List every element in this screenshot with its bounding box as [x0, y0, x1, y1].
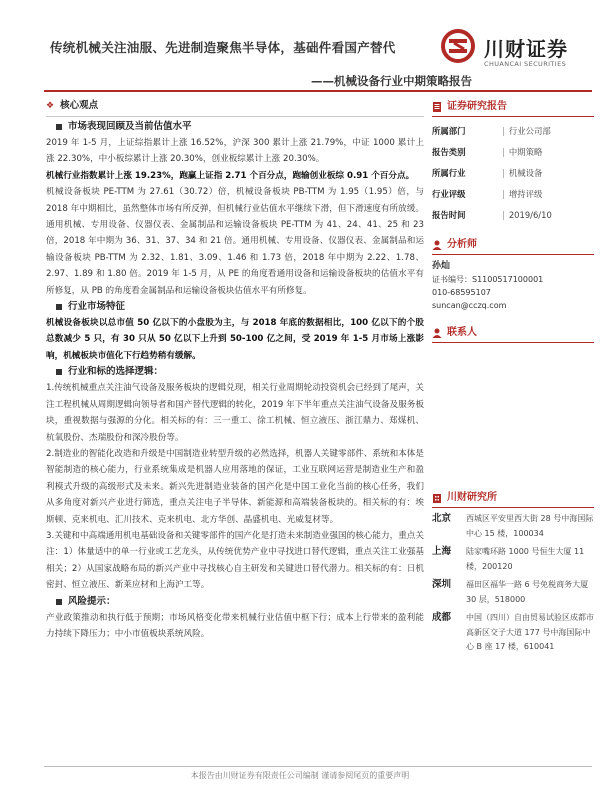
person-icon	[432, 328, 442, 338]
diamond-icon: ❖	[46, 101, 55, 111]
square-bullet-icon	[56, 369, 62, 375]
square-bullet-icon	[56, 599, 62, 605]
info-row: 报告类别 | 中期策略	[432, 142, 594, 163]
square-bullet-icon	[56, 304, 62, 310]
person-icon	[432, 240, 442, 250]
info-value: 增持评级	[508, 189, 543, 199]
core-heading-label: 核心观点	[60, 100, 99, 111]
document-icon	[432, 102, 442, 112]
divider	[432, 507, 594, 508]
paragraph: 3.关键和中高端通用机电基础设备和关键零部件的国产化是打造未来制造业强国的核心能力，重点关注：1）体量适中的单一行业或工艺龙头，从传统优势产业中寻找进口替代逻辑，重点关注工业强基相关；2）从国家战略布局的新兴产业中寻找核心自主研发和关键进口替代潜力。相关标的有：日机密封、恒立液压、新莱应材和上海沪工等。	[46, 530, 424, 591]
paragraph: 1.传统机械重点关注油气设备及服务板块的逻辑兑现，相关行业周期轮动投资机会已经到了尾声，关注工程机械从周期逻辑向领导者和国产替代逻辑的转化，2019 年下半年重点关注油气设备及服务板块，重视数据与强源的分化。相关标的有：三一重工、徐工机械、恒立液压、浙江鼎力、郑煤机、杭氧股份、杰瑞股份和深冷股份等。	[46, 383, 424, 443]
core-heading	[46, 98, 424, 117]
address-city: 上海	[432, 546, 452, 557]
address-block	[432, 611, 594, 655]
analyst-name-text: 孙灿	[432, 261, 451, 271]
divider	[432, 116, 594, 117]
address-city: 北京	[432, 513, 452, 524]
footer-text: 本报告由川财证券有限责任公司编制 谨请参阅尾页的重要声明	[190, 771, 410, 780]
section-heading	[46, 299, 424, 315]
info-value: 行业公司部	[508, 126, 551, 136]
analyst-heading	[432, 236, 594, 254]
institute-heading-label: 川财研究所	[447, 492, 497, 503]
square-bullet-icon	[56, 124, 62, 130]
divider	[432, 254, 594, 255]
report-info-heading	[432, 98, 594, 116]
logo-text-cn: 川财证券	[484, 37, 568, 61]
analyst-name	[432, 259, 594, 273]
analyst-phone: 010-68595107	[432, 288, 491, 297]
paragraph: 2019 年 1-5 月，上证综指累计上涨 16.52%，沪深 300 累计上涨 21.79%，中证 1000 累计上涨 22.30%，中小板综累计上涨 20.30%，创业板综累计上涨 20.30%。	[46, 138, 424, 165]
report-subtitle: ——机械设备行业中期策略报告	[311, 74, 472, 88]
address-block	[432, 512, 594, 541]
footer-rule	[44, 766, 592, 767]
paragraph-bold: 机械设备板块以总市值 50 亿以下的小盘股为主，与 2018 年底的数据相比，100 亿以下的个股总数减少 5 只，有 30 只从 50 亿以下上升到 50-100 亿之间，受 2019 年 1-5 月市场上涨影响，机械板块市值化下行趋势稍有缓解。	[46, 318, 424, 361]
header-rule	[44, 90, 592, 92]
section-heading	[46, 594, 424, 610]
info-row: 所属行业 | 机械设备	[432, 163, 594, 184]
address-text: 陆家嘴环路 1000 号恒生大厦 11 楼，200120	[466, 547, 585, 571]
info-key: 所属部门	[432, 126, 466, 136]
info-value: 中期策略	[508, 147, 543, 157]
info-key: 报告类别	[432, 147, 466, 157]
paragraph: 产业政策推动和执行低于预期；市场风格变化带来机械行业估值中枢下行；成本上行带来的盈利能力持续下降压力；中小市值板块系统风险。	[46, 612, 424, 639]
section-heading	[46, 364, 424, 380]
paragraph-bold: 机械行业指数累计上涨 19.23%，跑赢上证指 2.71 个百分点，跑输创业板综 0.91 个百分点。	[46, 170, 415, 181]
address-text: 福田区福华一路 6 号免税商务大厦 30 层，518000	[466, 580, 589, 604]
info-value: 机械设备	[508, 168, 543, 178]
info-row: 报告时间 | 2019/6/10	[432, 205, 594, 226]
building-icon	[432, 493, 442, 503]
section-heading-label: 市场表现回顾及当前估值水平	[68, 121, 192, 132]
info-row: 所属部门 | 行业公司部	[432, 121, 594, 142]
contact-heading	[432, 324, 594, 342]
main-content	[46, 98, 424, 642]
analyst-cert: 证书编号：S1100517100001	[432, 275, 544, 284]
address-text: 西城区平安里西大街 28 号中海国际中心 15 楼，100034	[466, 514, 594, 538]
info-key: 报告时间	[432, 210, 466, 220]
report-title: 传统机械关注油服、先进制造聚焦半导体，基础件看国产替代	[50, 40, 396, 55]
section-heading-label: 行业和标的选择逻辑：	[68, 366, 164, 378]
info-key: 行业评级	[432, 189, 466, 199]
address-city: 深圳	[432, 579, 452, 590]
divider	[432, 342, 594, 343]
section-heading	[46, 119, 424, 135]
address-block	[432, 578, 594, 607]
contact-heading-label: 联系人	[447, 327, 477, 338]
address-block	[432, 545, 594, 574]
logo-text-en: CHUANCAI SECURITIES	[484, 60, 567, 68]
analyst-heading-label: 分析师	[447, 239, 477, 250]
analyst-email[interactable]: suncan@cczq.com	[432, 301, 507, 310]
address-text: 中国（四川）自由贸易试验区成都市高新区交子大道 177 号中海国际中心 B 座 17 楼，610041	[466, 613, 594, 651]
info-key: 所属行业	[432, 168, 466, 178]
institute-heading	[432, 489, 594, 507]
info-row: 行业评级 | 增持评级	[432, 184, 594, 205]
section-heading-label: 风险提示：	[68, 595, 116, 607]
paragraph: 机械设备板块 PE-TTM 为 27.61（30.72）倍，机械设备板块 PB-TTM 为 1.95（1.95）倍，与 2018 年中期相比，虽然整体市场有所反弹，但机械行业估值水平继续下滑，但下滑速度有所放缓。通用机械、专用设备、仪器仪表、金属制品和运输设备板块 PE-TTM 为 41、24、41、25 和 23 倍，2018 年中期为 36、31、37、34 和 21 倍。通用机械、专用设备、仪器仪表、金属制品和运输设备板块 PB-TTM 为 2.32、1.81、3.09、1.46 和 1.73 倍，2018 年中期为 2.22、1.78、2.97、1.89 和 1.80 倍。2019 年 1-5 月，从 PE 的角度看通用设备和运输设备板块的估值水平有所修复，从 PB 的角度看金属制品和运输设备板块估值水平有所修复。	[46, 187, 424, 296]
info-value: 2019/6/10	[508, 210, 552, 220]
section-heading-label: 行业市场特征	[68, 301, 126, 313]
sidebar	[432, 98, 594, 659]
paragraph: 2.制造业的智能化改造和升级是中国制造业转型升级的必然选择，机器人关键零部件、系统和本体是智能制造的核心能力，行业系统集成是机器人应用落地的保证，工业互联网运营是制造业生产和盈利模式升级的高级形式及未来。新兴先进制造业装备的国产化是中国工业化当前的核心任务，我们从多角度对新兴产业进行筛选，重点关注电子半导体、新能源和高端装备板块的。相关标的有：埃斯顿、克来机电、汇川技术、克来机电、北方华创、晶盛机电、光威复材等。	[46, 448, 424, 525]
address-city: 成都	[432, 612, 452, 623]
report-info-heading-label: 证券研究报告	[447, 101, 507, 112]
